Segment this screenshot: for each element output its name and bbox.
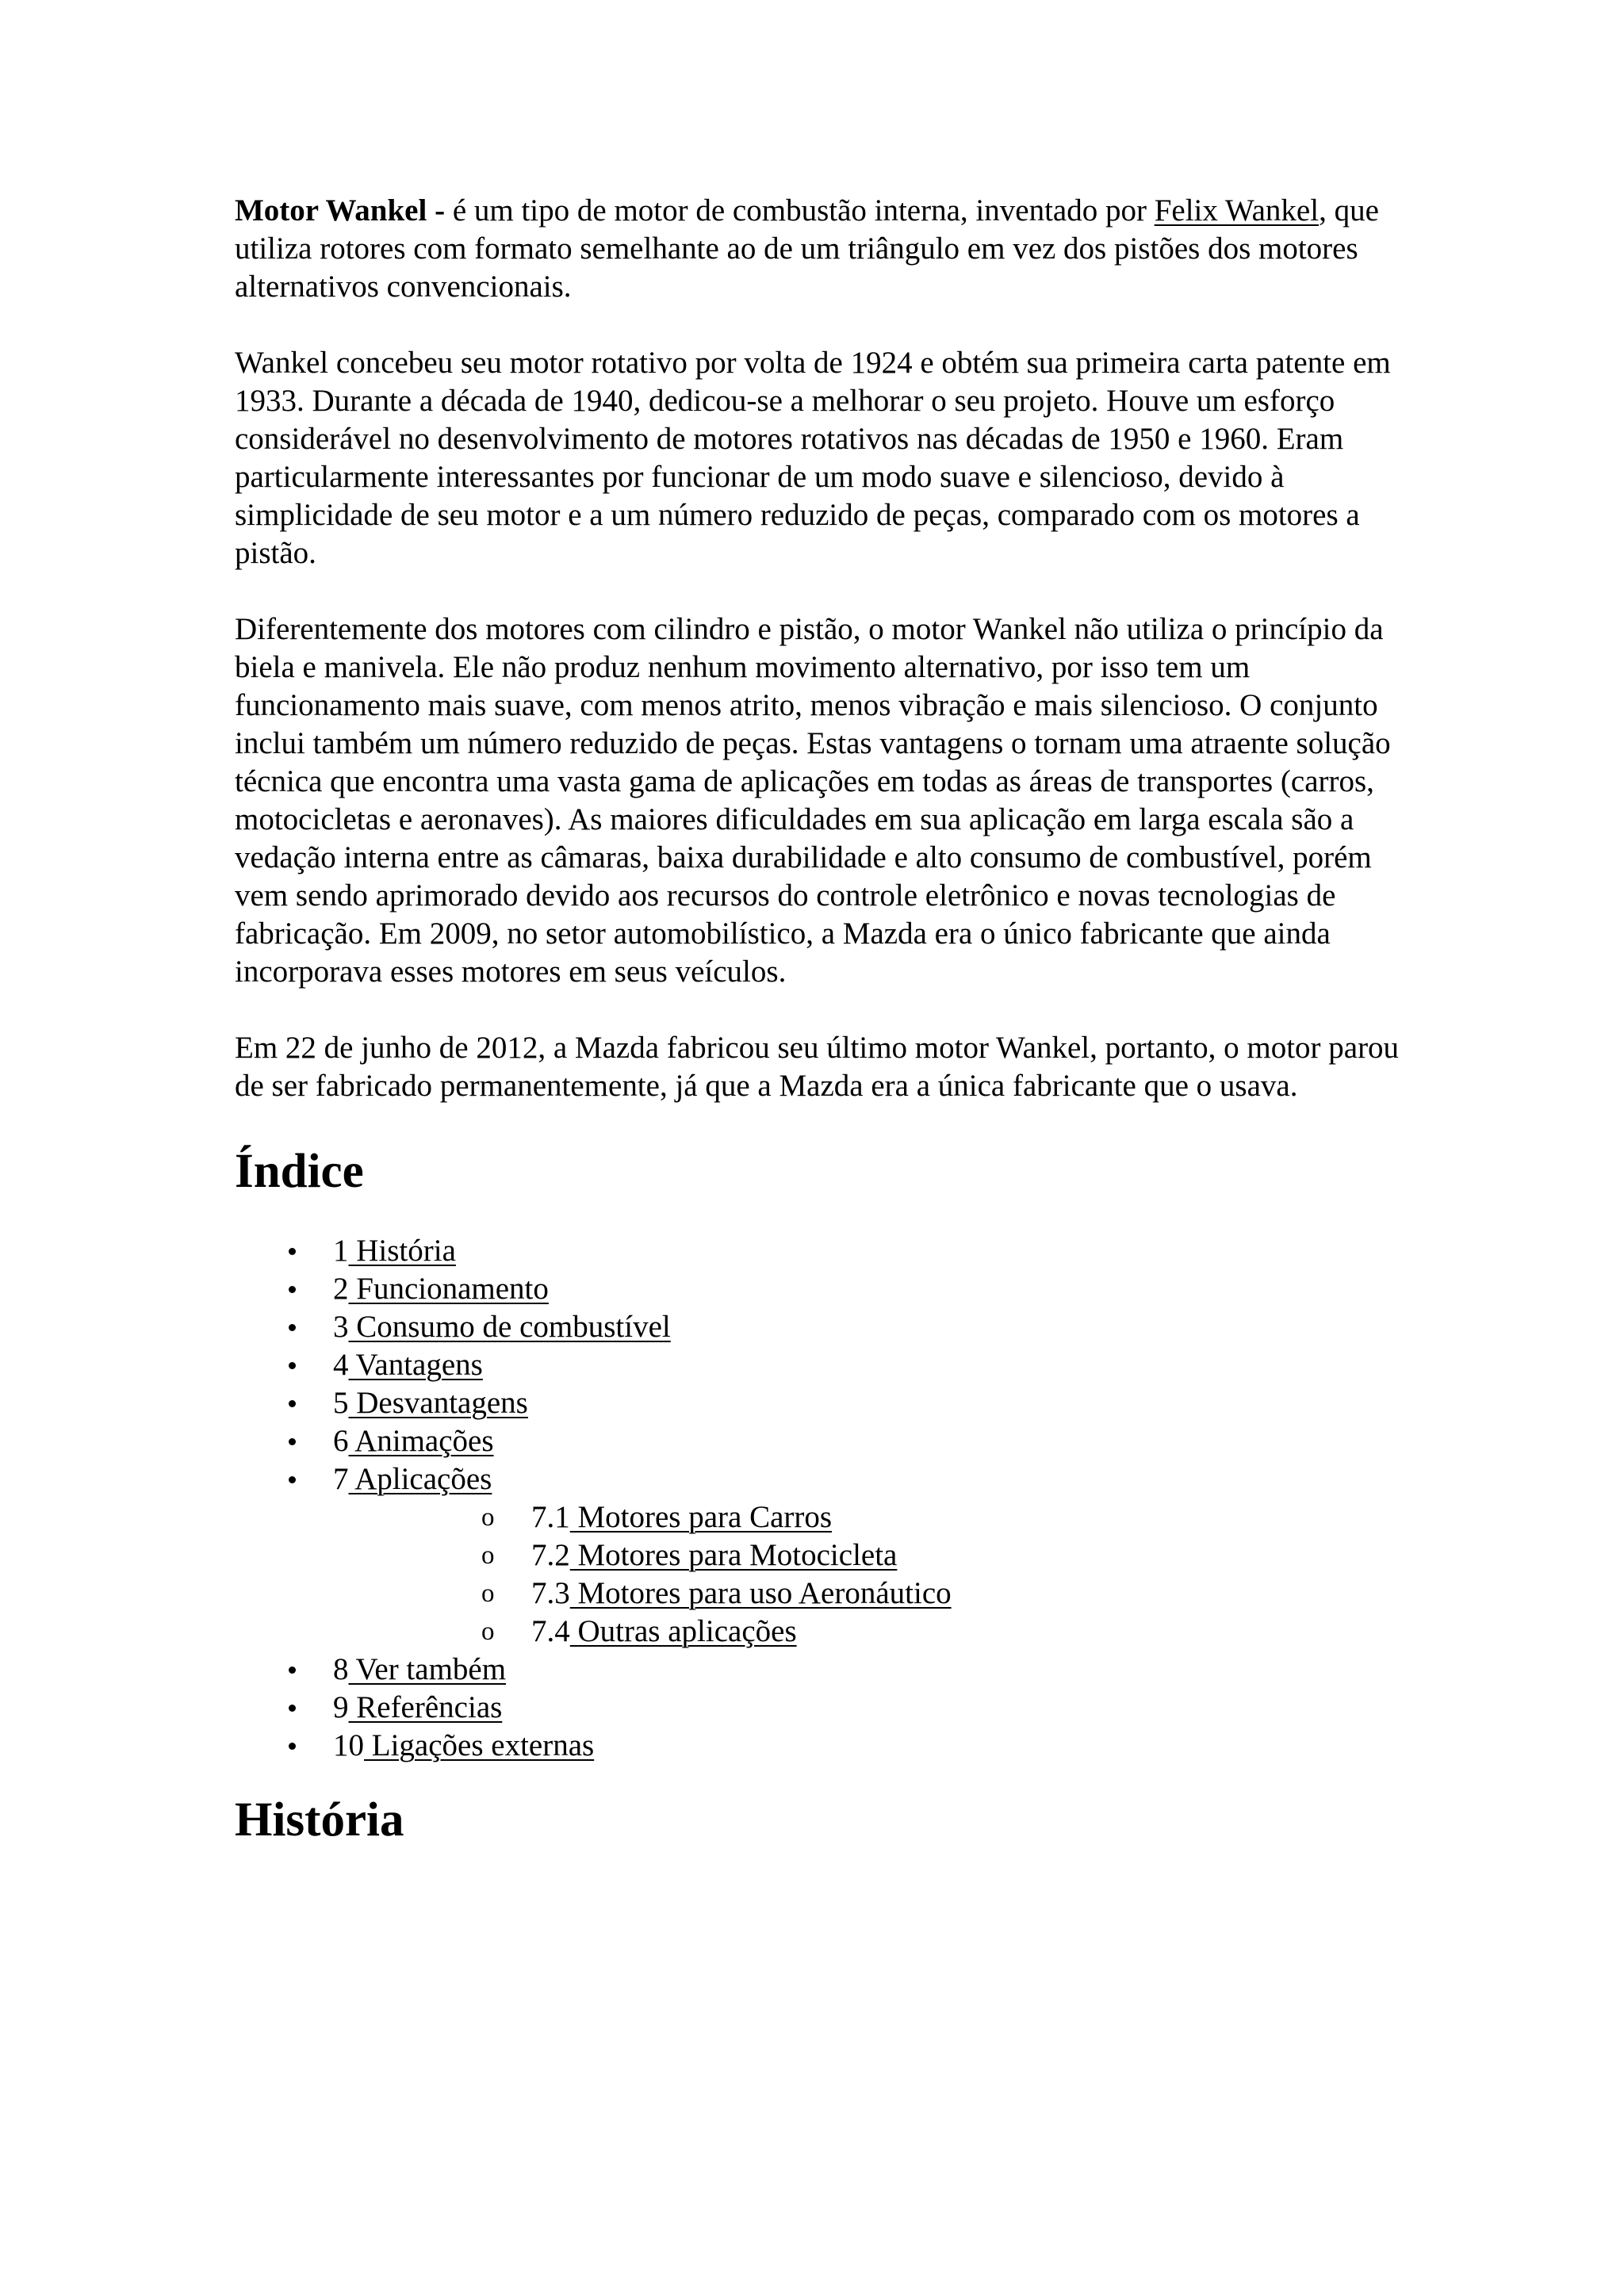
toc-subitem-carros	[333, 1498, 1408, 1536]
toc-item-historia	[235, 1232, 1408, 1270]
intro-term: Motor Wankel	[235, 193, 427, 228]
toc-sublist-aplicacoes	[333, 1498, 1408, 1651]
intro-text-after-link: , que utiliza rotores com formato semelhante ao de um triângulo em vez dos pistões dos motores alternativos convencionais.	[235, 193, 1379, 304]
toc-number: 10	[333, 1728, 364, 1762]
toc-number: 1	[333, 1234, 349, 1268]
toc-link-historia[interactable]: História	[348, 1234, 456, 1268]
toc-link-outras[interactable]: Outras aplicações	[569, 1614, 797, 1648]
toc-subitem-aeronautico	[333, 1575, 1408, 1613]
intro-separator: -	[427, 193, 453, 228]
toc-heading: Índice	[235, 1145, 364, 1198]
toc-subitem-motocicleta	[333, 1536, 1408, 1575]
toc-link-desvantagens[interactable]: Desvantagens	[348, 1386, 528, 1420]
toc-link-aeronautico[interactable]: Motores para uso Aeronáutico	[569, 1576, 952, 1610]
paragraph-differences: Diferentemente dos motores com cilindro e pistão, o motor Wankel não utiliza o princípio da biela e manivela. Ele não produz nenhum movimento alternativo, por isso tem um funcionamento mais suave, com menos atrito, menos vibração e mais silencioso. O conjunto inclui também um número reduzido de peças. Estas vantagens o tornam uma atraente solução técnica que encontra uma vasta gama de aplicações em todas as áreas de transportes (carros, motocicletas e aeronaves). As maiores dificuldades em sua aplicação em larga escala são a vedação interna entre as câmaras, baixa durabilidade e alto consumo de combustível, porém vem sendo aprimorado devido aos recursos do controle eletrônico e novas tecnologias de fabricação. Em 2009, no setor automobilístico, a Mazda era o único fabricante que ainda incorporava esses motores em seus veículos.	[235, 612, 1391, 989]
toc-number: 2	[333, 1272, 349, 1306]
toc-item-referencias	[235, 1689, 1408, 1727]
toc-subnumber: 7.3	[531, 1576, 570, 1610]
toc-link-consumo[interactable]: Consumo de combustível	[348, 1310, 671, 1344]
toc-link-ligacoes[interactable]: Ligações externas	[364, 1728, 595, 1762]
toc-subnumber: 7.1	[531, 1500, 570, 1534]
toc-item-vantagens	[235, 1346, 1408, 1384]
paragraph-history-summary: Wankel concebeu seu motor rotativo por volta de 1924 e obtém sua primeira carta patente em 1933. Durante a década de 1940, dedicou-se a melhorar o seu projeto. Houve um esforço considerável no desenvolvimento de motores rotativos nas décadas de 1950 e 1960. Eram particularmente interessantes por funcionar de um modo suave e silencioso, devido à simplicidade de seu motor e a um número reduzido de peças, comparado com os motores a pistão.	[235, 346, 1391, 570]
article	[235, 192, 1408, 1849]
history-heading: História	[235, 1793, 404, 1846]
toc-subitem-outras	[333, 1613, 1408, 1651]
table-of-contents	[235, 1232, 1408, 1765]
toc-number: 8	[333, 1652, 349, 1686]
intro-paragraph	[235, 192, 1408, 306]
toc-number: 4	[333, 1348, 349, 1382]
toc-subnumber: 7.4	[531, 1614, 570, 1648]
toc-subnumber: 7.2	[531, 1538, 570, 1572]
intro-text-before-link: é um tipo de motor de combustão interna, inventado por	[452, 193, 1155, 228]
toc-item-ver-tambem	[235, 1651, 1408, 1689]
toc-number: 5	[333, 1386, 349, 1420]
toc-item-consumo	[235, 1308, 1408, 1346]
toc-number: 3	[333, 1310, 349, 1344]
toc-item-funcionamento	[235, 1270, 1408, 1308]
toc-item-ligacoes	[235, 1727, 1408, 1765]
toc-item-desvantagens	[235, 1384, 1408, 1422]
toc-item-aplicacoes	[235, 1460, 1408, 1651]
toc-link-referencias[interactable]: Referências	[348, 1690, 503, 1724]
toc-number: 7	[333, 1462, 349, 1496]
toc-link-vantagens[interactable]: Vantagens	[348, 1348, 483, 1382]
toc-link-funcionamento[interactable]: Funcionamento	[348, 1272, 549, 1306]
toc-link-aplicacoes[interactable]: Aplicações	[348, 1462, 492, 1496]
toc-link-ver-tambem[interactable]: Ver também	[348, 1652, 507, 1686]
toc-link-animacoes[interactable]: Animações	[348, 1424, 494, 1458]
toc-link-motocicleta[interactable]: Motores para Motocicleta	[569, 1538, 898, 1572]
toc-number: 6	[333, 1424, 349, 1458]
toc-link-carros[interactable]: Motores para Carros	[569, 1500, 833, 1534]
toc-item-animacoes	[235, 1422, 1408, 1460]
paragraph-end-of-production: Em 22 de junho de 2012, a Mazda fabricou seu último motor Wankel, portanto, o motor parou de ser fabricado permanentemente, já que a Mazda era a única fabricante que o usava.	[235, 1031, 1400, 1103]
toc-number: 9	[333, 1690, 349, 1724]
felix-wankel-link[interactable]: Felix Wankel	[1154, 193, 1320, 228]
